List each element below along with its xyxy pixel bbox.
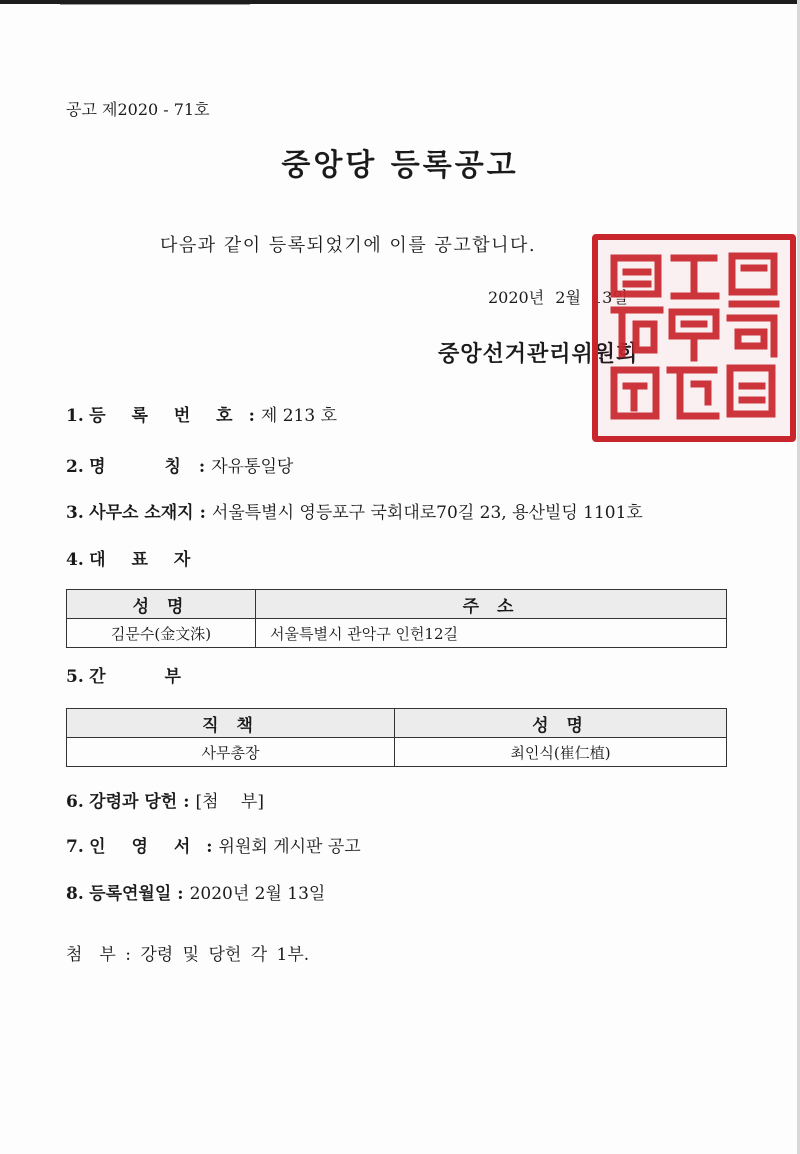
column-header-position: 직 책 xyxy=(67,709,395,738)
item-label: 대 표 자 xyxy=(89,550,201,570)
item-value: 위원회 게시판 공고 xyxy=(218,837,361,857)
item-officers xyxy=(66,662,193,687)
column-header-address: 주 소 xyxy=(256,590,727,619)
item-number: 6. xyxy=(66,792,84,812)
item-registration-date xyxy=(66,879,325,904)
table-header-row xyxy=(67,590,727,619)
item-number: 2. xyxy=(66,457,84,477)
notice-date: 2020년 2월 13일 xyxy=(488,288,628,307)
item-number: 7. xyxy=(66,837,84,857)
item-separator: : xyxy=(198,457,206,477)
item-separator: : xyxy=(248,406,255,426)
page-title: 중앙당 등록공고 xyxy=(281,148,519,183)
officers-table xyxy=(66,708,727,767)
item-office-address xyxy=(66,498,643,523)
officer-position: 사무총장 xyxy=(67,738,395,767)
item-number: 5. xyxy=(66,667,84,687)
item-value: 2020년 2월 13일 xyxy=(189,884,326,904)
item-label: 사무소 소재지 xyxy=(89,503,194,523)
item-number: 3. xyxy=(66,503,84,523)
item-separator: : xyxy=(199,503,206,523)
official-seal-stamp xyxy=(592,234,796,442)
officer-name: 최인식(崔仁植) xyxy=(395,738,727,767)
item-label: 등록연월일 xyxy=(89,884,172,904)
column-header-name: 성 명 xyxy=(67,590,256,619)
item-separator: : xyxy=(177,884,184,904)
item-value: [첨 부] xyxy=(195,792,264,812)
item-number: 8. xyxy=(66,884,84,904)
item-label: 간 부 xyxy=(89,667,193,687)
table-row xyxy=(67,619,727,648)
column-header-name: 성 명 xyxy=(395,709,727,738)
item-label: 등 록 번 호 xyxy=(89,406,243,426)
item-registration-number xyxy=(66,401,337,426)
item-value: 서울특별시 영등포구 국회대로70길 23, 용산빌딩 1101호 xyxy=(211,503,643,523)
seal-glyph-drawing xyxy=(604,246,784,430)
representative-address: 서울특별시 관악구 인헌12길 xyxy=(256,619,727,648)
item-label: 인 영 서 xyxy=(89,837,201,857)
issuer-name: 중앙선거관리위원회 xyxy=(438,341,639,367)
item-separator: : xyxy=(183,792,190,812)
representative-name: 김문수(金文洙) xyxy=(67,619,256,648)
intro-text: 다음과 같이 등록되었기에 이를 공고합니다. xyxy=(160,235,537,256)
item-label: 명 칭 xyxy=(89,457,193,477)
item-seal-impression xyxy=(66,832,361,857)
item-label: 강령과 당헌 xyxy=(89,792,178,812)
item-platform-constitution xyxy=(66,787,264,812)
item-representative xyxy=(66,545,200,570)
item-party-name xyxy=(66,452,293,477)
table-header-row xyxy=(67,709,727,738)
representative-table xyxy=(66,589,727,648)
item-number: 4. xyxy=(66,550,84,570)
notice-number: 공고 제2020 - 71호 xyxy=(66,100,210,119)
attachment-note: 첨 부 : 강령 및 당헌 각 1부. xyxy=(66,945,310,965)
item-value: 자유통일당 xyxy=(211,457,294,477)
item-separator: : xyxy=(206,837,213,857)
item-number: 1. xyxy=(66,406,84,426)
item-value: 제 213 호 xyxy=(260,406,337,426)
table-row xyxy=(67,738,727,767)
scan-edge-mark xyxy=(60,4,250,5)
